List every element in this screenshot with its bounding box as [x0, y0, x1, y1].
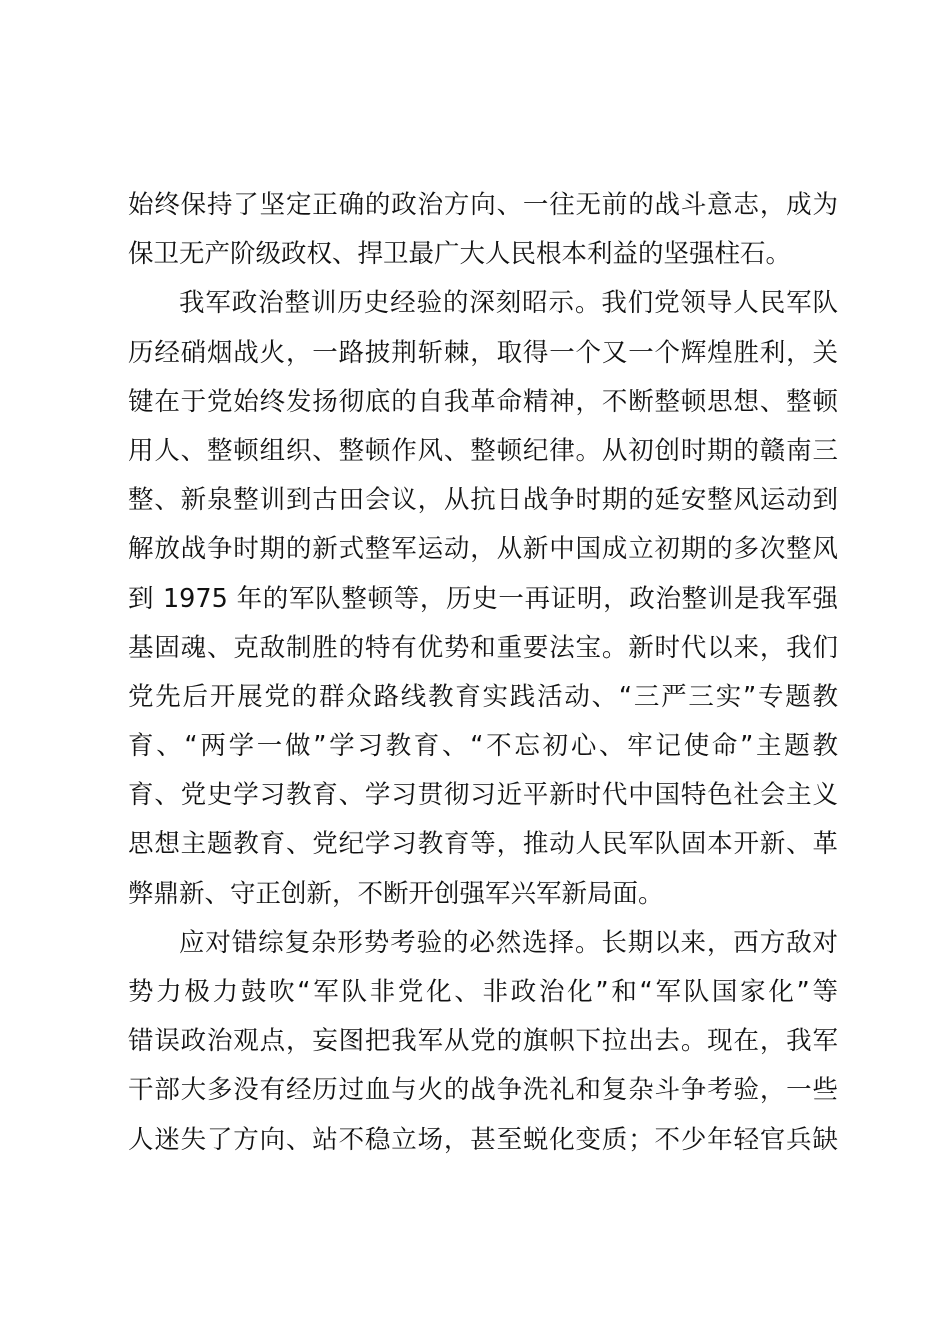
text-line: 基固魂、克敌制胜的特有优势和重要法宝。新时代以来，我们	[128, 632, 838, 663]
text-line: 保卫无产阶级政权、捍卫最广大人民根本利益的坚强柱石。	[128, 239, 792, 270]
text-line: 弊鼎新、守正创新，不断开创强军兴军新局面。	[128, 878, 664, 909]
text-line: 键在于党始终发扬彻底的自我革命精神，不断整顿思想、整顿	[128, 386, 838, 417]
text-line: 用人、整顿组织、整顿作风、整顿纪律。从初创时期的赣南三	[128, 435, 838, 466]
text-line: 始终保持了坚定正确的政治方向、一往无前的战斗意志，成为	[128, 190, 838, 220]
text-line: 到 1975 年的军队整顿等，历史一再证明，政治整训是我军强	[128, 583, 838, 614]
paragraph-start-line: 我军政治整训历史经验的深刻昭示。我们党领导人民军队	[179, 288, 838, 319]
text-line: 人迷失了方向、站不稳立场，甚至蜕化变质；不少年轻官兵缺	[128, 1124, 838, 1155]
text-line: 势力极力鼓吹“军队非党化、非政治化”和“军队国家化”等	[128, 977, 838, 1007]
paragraph-start-line: 应对错综复杂形势考验的必然选择。长期以来，西方敌对	[179, 927, 838, 958]
text-line: 整、新泉整训到古田会议，从抗日战争时期的延安整风运动到	[128, 485, 838, 516]
text-line: 育、“两学一做”学习教育、“不忘初心、牢记使命”主题教	[128, 731, 838, 762]
text-line: 错误政治观点，妄图把我军从党的旗帜下拉出去。现在，我军	[128, 1026, 838, 1057]
text-line: 育、党史学习教育、学习贯彻习近平新时代中国特色社会主义	[128, 780, 838, 811]
text-line: 思想主题教育、党纪学习教育等，推动人民军队固本开新、革	[128, 829, 838, 860]
text-line: 历经硝烟战火，一路披荆斩棘，取得一个又一个辉煌胜利，关	[128, 337, 838, 368]
text-line: 干部大多没有经历过血与火的战争洗礼和复杂斗争考验，一些	[128, 1075, 838, 1106]
text-line: 解放战争时期的新式整军运动，从新中国成立初期的多次整风	[128, 534, 838, 565]
text-line: 党先后开展党的群众路线教育实践活动、“三严三实”专题教	[128, 681, 838, 712]
body-text	[128, 181, 838, 1165]
